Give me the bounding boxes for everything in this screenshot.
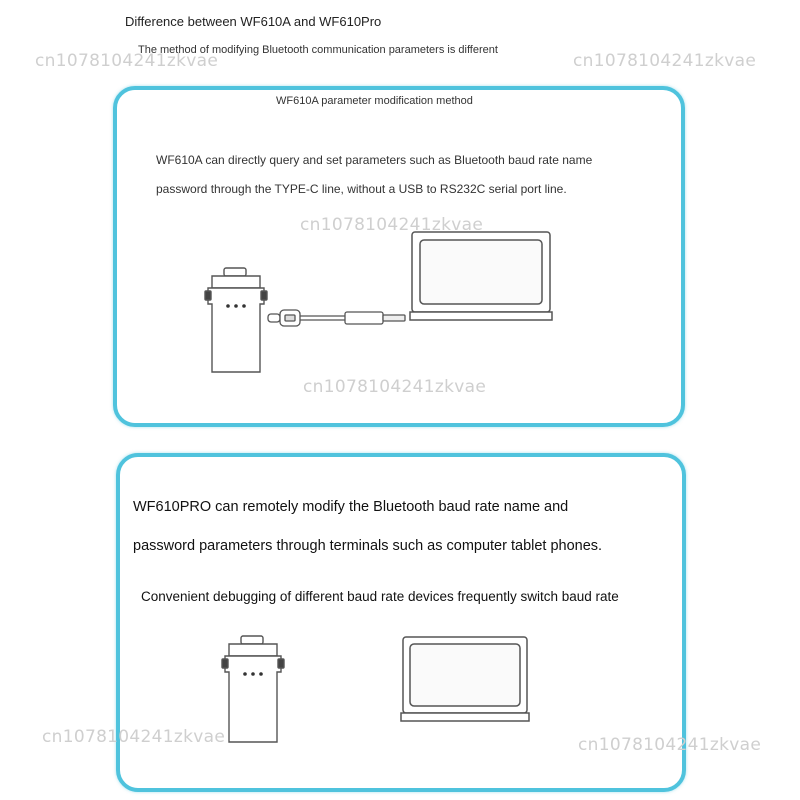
wf610a-panel-heading: WF610A parameter modification method [276, 95, 473, 107]
wf610a-description-line-1: WF610A can directly query and set parameters such as Bluetooth baud rate name [156, 153, 593, 167]
watermark-text: cn1078104241zkvae [35, 51, 219, 71]
watermarks [35, 51, 761, 755]
watermark-text: cn1078104241zkvae [42, 727, 226, 747]
wf610pro-description-line-3: Convenient debugging of different baud rate devices frequently switch baud rate [141, 589, 619, 604]
adapter-device-icon [205, 268, 267, 372]
page-title: Difference between WF610A and WF610Pro [125, 14, 382, 29]
wf610pro-description-line-2: password parameters through terminals such as computer tablet phones. [133, 538, 603, 554]
laptop-icon [410, 232, 552, 320]
wf610pro-description-line-1: WF610PRO can remotely modify the Bluetooth baud rate name and [133, 499, 569, 515]
wf610a-description-line-2: password through the TYPE-C line, without a USB to RS232C serial port line. [156, 182, 567, 196]
watermark-text: cn1078104241zkvae [578, 735, 762, 755]
watermark-text: cn1078104241zkvae [300, 215, 484, 235]
watermark-text: cn1078104241zkvae [303, 377, 487, 397]
type-c-cable-icon [268, 310, 405, 326]
page-subtitle: The method of modifying Bluetooth communication parameters is different [138, 44, 498, 56]
adapter-device-icon-2 [222, 636, 284, 742]
watermark-text: cn1078104241zkvae [573, 51, 757, 71]
laptop-icon-2 [401, 637, 529, 721]
